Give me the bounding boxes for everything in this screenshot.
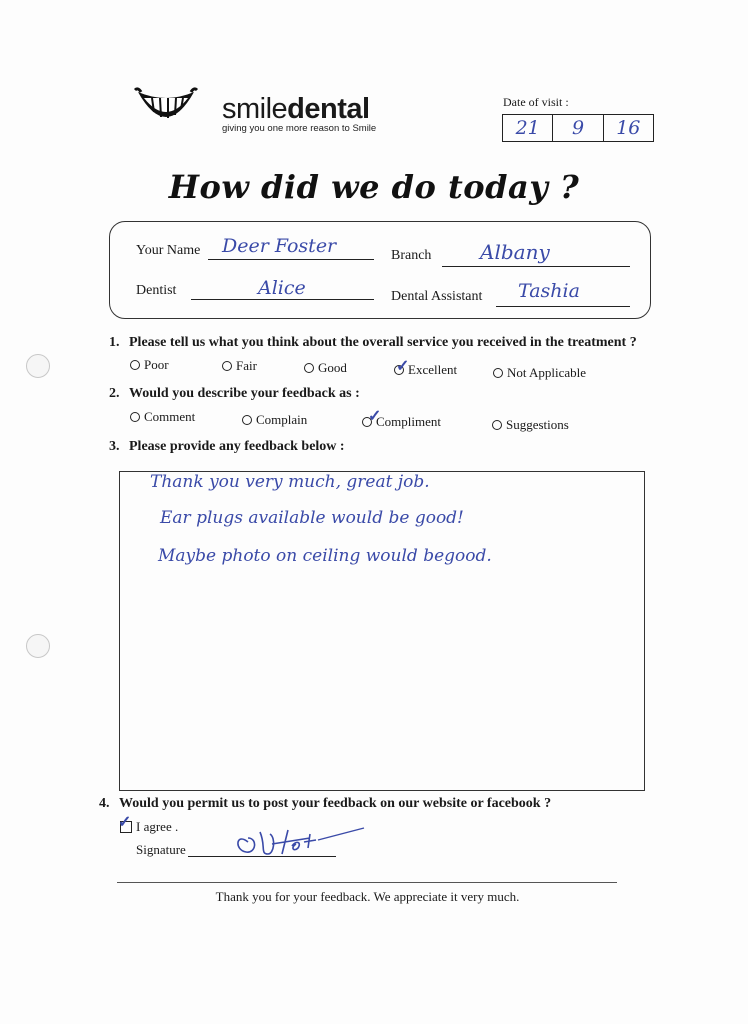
date-month[interactable]: 9 bbox=[553, 115, 603, 141]
feedback-box[interactable] bbox=[119, 471, 645, 791]
assistant-label: Dental Assistant bbox=[391, 289, 483, 304]
brand-tagline: giving you one more reason to Smile bbox=[222, 123, 377, 134]
brand-name-bold: dental bbox=[287, 93, 370, 125]
q2-option-label: Compliment bbox=[376, 414, 441, 429]
q1-number: 1. bbox=[109, 335, 120, 350]
page-title: How did we do today ? bbox=[168, 168, 580, 206]
signature-drawing[interactable] bbox=[230, 824, 370, 860]
radio-icon bbox=[493, 368, 503, 378]
dentist-value[interactable]: Alice bbox=[258, 277, 306, 299]
brand-name bbox=[222, 95, 370, 124]
q2-option-label: Complain bbox=[256, 412, 308, 427]
q3-number: 3. bbox=[109, 439, 120, 454]
signature-label: Signature bbox=[136, 842, 186, 857]
name-label: Your Name bbox=[136, 243, 201, 258]
q3-text: Please provide any feedback below : bbox=[129, 439, 345, 454]
branch-line bbox=[442, 265, 630, 267]
q1-option-label: Fair bbox=[236, 358, 257, 373]
agree-label: I agree . bbox=[136, 819, 179, 834]
branch-label: Branch bbox=[391, 248, 432, 263]
feedback-line-1: Thank you very much, great job. bbox=[150, 472, 430, 492]
radio-icon bbox=[242, 415, 252, 425]
punch-hole-bottom bbox=[26, 634, 50, 658]
name-line bbox=[208, 258, 374, 260]
branch-value[interactable]: Albany bbox=[480, 240, 550, 264]
q2-text: Would you describe your feedback as : bbox=[129, 386, 360, 401]
q2-option-label: Suggestions bbox=[506, 417, 569, 432]
q2-option-label: Comment bbox=[144, 409, 196, 424]
assistant-line bbox=[496, 305, 630, 307]
q1-option-label: Excellent bbox=[408, 362, 458, 377]
q2-number: 2. bbox=[109, 386, 120, 401]
name-value[interactable]: Deer Foster bbox=[222, 235, 337, 257]
date-label: Date of visit : bbox=[503, 95, 569, 109]
q2-check-icon: ✓ bbox=[368, 408, 382, 425]
punch-hole-top bbox=[26, 354, 50, 378]
radio-icon bbox=[492, 420, 502, 430]
q1-check-icon: ✓ bbox=[396, 358, 410, 375]
radio-icon bbox=[130, 360, 140, 370]
q1-option-fair[interactable] bbox=[222, 358, 257, 374]
q4-number: 4. bbox=[99, 796, 110, 811]
q1-option-label: Not Applicable bbox=[507, 365, 587, 380]
radio-icon bbox=[130, 412, 140, 422]
radio-icon bbox=[304, 363, 314, 373]
feedback-line-3: Maybe photo on ceiling would begood. bbox=[158, 546, 492, 566]
brand-name-light: smile bbox=[222, 93, 288, 125]
date-box bbox=[502, 114, 654, 142]
q1-option-label: Poor bbox=[144, 357, 169, 372]
q1-option-good[interactable] bbox=[304, 360, 347, 376]
q2-option-comment[interactable] bbox=[130, 409, 195, 425]
q2-option-complain[interactable] bbox=[242, 412, 307, 428]
q1-option-not-applicable[interactable] bbox=[493, 365, 586, 381]
footer-text: Thank you for your feedback. We appreciate it very much. bbox=[215, 889, 520, 904]
q1-option-label: Good bbox=[318, 360, 347, 375]
smile-logo-icon bbox=[132, 82, 200, 134]
q1-option-poor[interactable] bbox=[130, 357, 169, 373]
q2-option-suggestions[interactable] bbox=[492, 417, 569, 433]
footer-divider bbox=[117, 882, 617, 883]
date-day[interactable]: 21 bbox=[503, 115, 553, 141]
assistant-value[interactable]: Tashia bbox=[518, 280, 580, 302]
dentist-label: Dentist bbox=[136, 283, 177, 298]
q4-text: Would you permit us to post your feedback on our website or facebook ? bbox=[119, 796, 552, 811]
agree-check-icon: ✓ bbox=[118, 814, 132, 831]
date-year[interactable]: 16 bbox=[616, 117, 641, 139]
q1-text: Please tell us what you think about the overall service you received in the treatment ? bbox=[129, 335, 637, 350]
feedback-line-2: Ear plugs available would be good! bbox=[160, 508, 464, 528]
radio-icon bbox=[222, 361, 232, 371]
